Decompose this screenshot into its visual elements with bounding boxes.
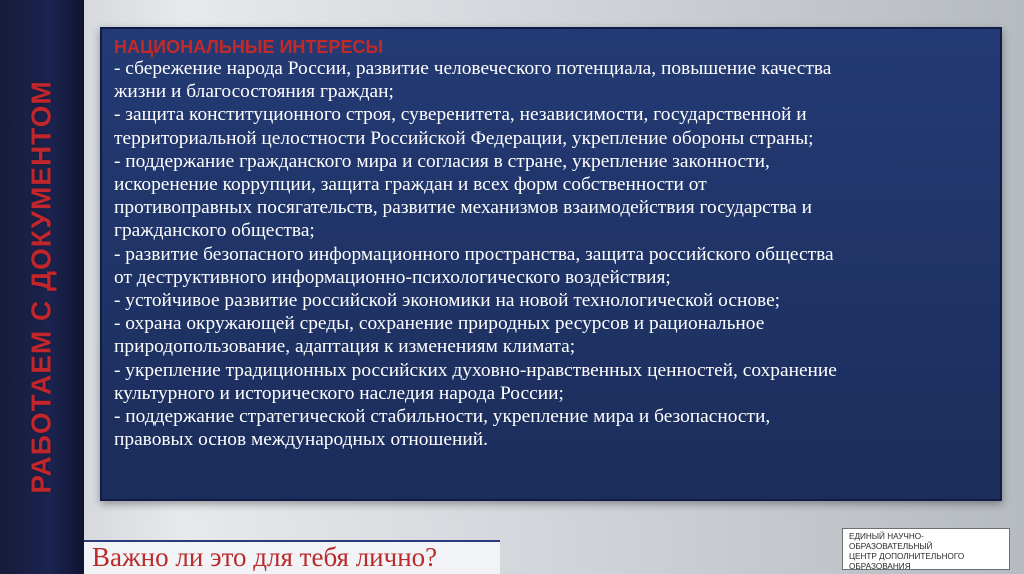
text-line: природопользование, адаптация к изменениям климата; — [114, 336, 576, 358]
question-text: Важно ли это для тебя лично? — [92, 542, 438, 572]
text-line: жизни и благосостояния граждан; — [114, 81, 394, 103]
organization-badge — [842, 528, 1010, 570]
text-line: гражданского общества; — [114, 220, 315, 242]
text-line: - поддержание стратегической стабильности, укрепление мира и безопасности, — [114, 406, 771, 428]
panel-heading: НАЦИОНАЛЬНЫЕ ИНТЕРЕСЫ — [114, 37, 384, 57]
vertical-title — [0, 0, 84, 574]
org-line: ЦЕНТР ДОПОЛНИТЕЛЬНОГО — [849, 552, 965, 561]
text-line: - укрепление традиционных российских духовно-нравственных ценностей, сохранение — [114, 359, 837, 381]
org-line: ОБРАЗОВАНИЯ — [849, 562, 911, 571]
text-line: культурного и исторического наследия народа России; — [114, 382, 564, 404]
text-line: от деструктивного информационно-психологического воздействия; — [114, 266, 671, 288]
text-line: искоренение коррупции, защита граждан и всех форм собственности от — [114, 174, 707, 196]
national-interests-panel — [100, 27, 1002, 501]
text-line: - поддержание гражданского мира и согласия в стране, укрепление законности, — [114, 150, 770, 172]
text-line: - защита конституционного строя, суверенитета, независимости, государственной и — [114, 104, 807, 126]
text-line: - устойчивое развитие российской экономики на новой технологической основе; — [114, 290, 781, 312]
text-line: - развитие безопасного информационного пространства, защита российского общества — [114, 243, 834, 265]
org-line: ЕДИНЫЙ НАУЧНО-ОБРАЗОВАТЕЛЬНЫЙ — [849, 532, 933, 551]
text-line: правовых основ международных отношений. — [114, 429, 488, 451]
panel-text — [114, 57, 988, 451]
text-line: территориальной целостности Российской Федерации, укрепление обороны страны; — [114, 127, 814, 149]
text-line: - охрана окружающей среды, сохранение природных ресурсов и рациональное — [114, 313, 765, 335]
text-line: - сбережение народа России, развитие человеческого потенциала, повышение качества — [114, 58, 832, 79]
vertical-title-text: РАБОТАЕМ С ДОКУМЕНТОМ — [26, 80, 57, 494]
text-line: противоправных посягательств, развитие механизмов взаимодействия государства и — [114, 197, 812, 219]
